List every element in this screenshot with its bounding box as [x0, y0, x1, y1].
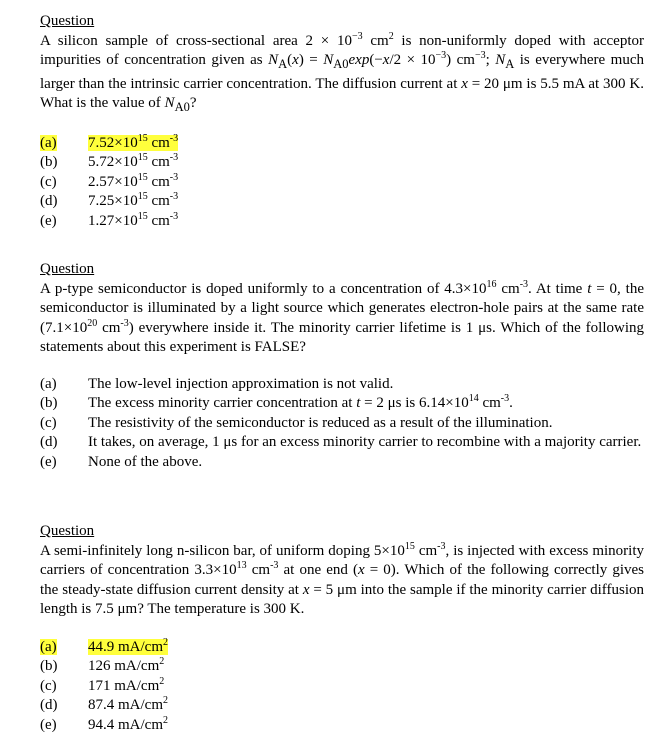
option-text: None of the above. — [88, 453, 203, 470]
option-letter: (d) — [40, 193, 58, 209]
question-2-options — [40, 375, 644, 473]
option-letter: (b) — [40, 658, 58, 674]
option-letter: (c) — [40, 414, 57, 431]
option-letter: (c) — [40, 677, 57, 694]
option-text: The resistivity of the semiconductor is reduced as a result of the illumination. — [88, 414, 553, 431]
option-letter: (d) — [40, 697, 58, 713]
option-letter: (a) — [40, 375, 57, 392]
option-e[interactable] — [40, 212, 644, 232]
option-text: $7.25\times 10^{15}$ $cm^{-3}$ — [88, 191, 179, 209]
question-3-heading: Question — [40, 523, 95, 539]
option-letter: (c) — [40, 173, 57, 190]
option-letter: (a) — [40, 638, 57, 655]
option-text: 44.9 $mA/cm^2$ — [88, 636, 168, 655]
option-text: 87.4 $mA/cm^2$ — [88, 695, 168, 713]
option-b[interactable] — [40, 394, 644, 414]
option-d[interactable] — [40, 433, 644, 453]
option-c[interactable] — [40, 414, 644, 434]
option-letter: (e) — [40, 716, 57, 733]
option-b[interactable] — [40, 153, 644, 173]
option-letter: (a) — [40, 134, 57, 151]
question-2 — [40, 260, 644, 472]
option-e[interactable] — [40, 453, 644, 473]
option-text: The low-level injection approximation is not valid. — [88, 375, 394, 392]
option-text: $2.57\times 10^{15}$ $cm^{-3}$ — [88, 171, 179, 190]
question-3-stem: A semi-infinitely long n-silicon bar, of uniform doping $5\times 10^{15}$ $cm^{-3}$, is injected with excess minority carriers of concentration $3.3\times 10^{13}$ $cm^{-3}$ at one end (x = 0). Which of the following correctly gives the steady-state diffusion current density at x = 5 μm into the sample if the minority carrier diffusion length is 7.5 μm? The temperature is 300 K. — [40, 540, 645, 617]
question-3 — [40, 522, 644, 735]
question-3-options — [40, 638, 644, 736]
question-2-heading: Question — [40, 261, 95, 277]
option-letter: (b) — [40, 395, 58, 411]
option-letter: (e) — [40, 212, 57, 229]
option-text: 126 $mA/cm^2$ — [88, 656, 165, 674]
option-text: $5.72\times 10^{15}$ $cm^{-3}$ — [88, 152, 179, 170]
option-d[interactable] — [40, 696, 644, 716]
option-letter: (b) — [40, 154, 58, 170]
option-a[interactable] — [40, 375, 644, 395]
option-text: $7.52\times 10^{15}$ $cm^{-3}$ — [88, 132, 179, 151]
option-b[interactable] — [40, 657, 644, 677]
option-letter: (d) — [40, 434, 58, 450]
option-text: $1.27\times 10^{15}$ $cm^{-3}$ — [88, 210, 179, 229]
option-text: 94.4 $mA/cm^2$ — [88, 714, 168, 733]
question-1 — [40, 12, 644, 231]
option-d[interactable] — [40, 192, 644, 212]
option-text: The excess minority carrier concentration at t = 2 μs is $6.14\times 10^{14}$ $cm^{-3}$. — [88, 393, 513, 411]
option-letter: (e) — [40, 453, 57, 470]
option-a[interactable] — [40, 134, 644, 154]
option-text: 171 $mA/cm^2$ — [88, 675, 165, 694]
question-2-stem: A p-type semiconductor is doped uniformly to a concentration of $4.3\times 10^{16}$ $cm^{-3}$. At time t = 0, the semiconductor is illuminated by a light source which generates electron-hole pairs at the same rate ($7.1\times 10^{20}$ $cm^{-3}$) everywhere inside it. The minority carrier lifetime is 1 μs. Which of the following statements about this experiment is FALSE? — [40, 278, 644, 355]
question-1-options — [40, 134, 644, 232]
option-c[interactable] — [40, 173, 644, 193]
option-a[interactable] — [40, 638, 644, 658]
question-1-stem: A silicon sample of cross-sectional area $2 \times 10^{-3}$ $cm^2$ is non-uniformly doped with acceptor impurities of concentration given as $N_A(x) = N_{A0}\exp(-x/2 \times 10^{-3})$ $cm^{-3}$; $N_A$ is everywhere much larger than the intrinsic carrier concentration. The diffusion current at x = 20 μm is 5.5 mA at 300 K. What is the value of $N_{A0}$? — [40, 30, 644, 114]
question-1-heading: Question — [40, 13, 95, 29]
option-text: It takes, on average, 1 μs for an excess minority carrier to recombine with a majority carrier. — [88, 434, 642, 450]
option-c[interactable] — [40, 677, 644, 697]
option-e[interactable] — [40, 716, 644, 736]
